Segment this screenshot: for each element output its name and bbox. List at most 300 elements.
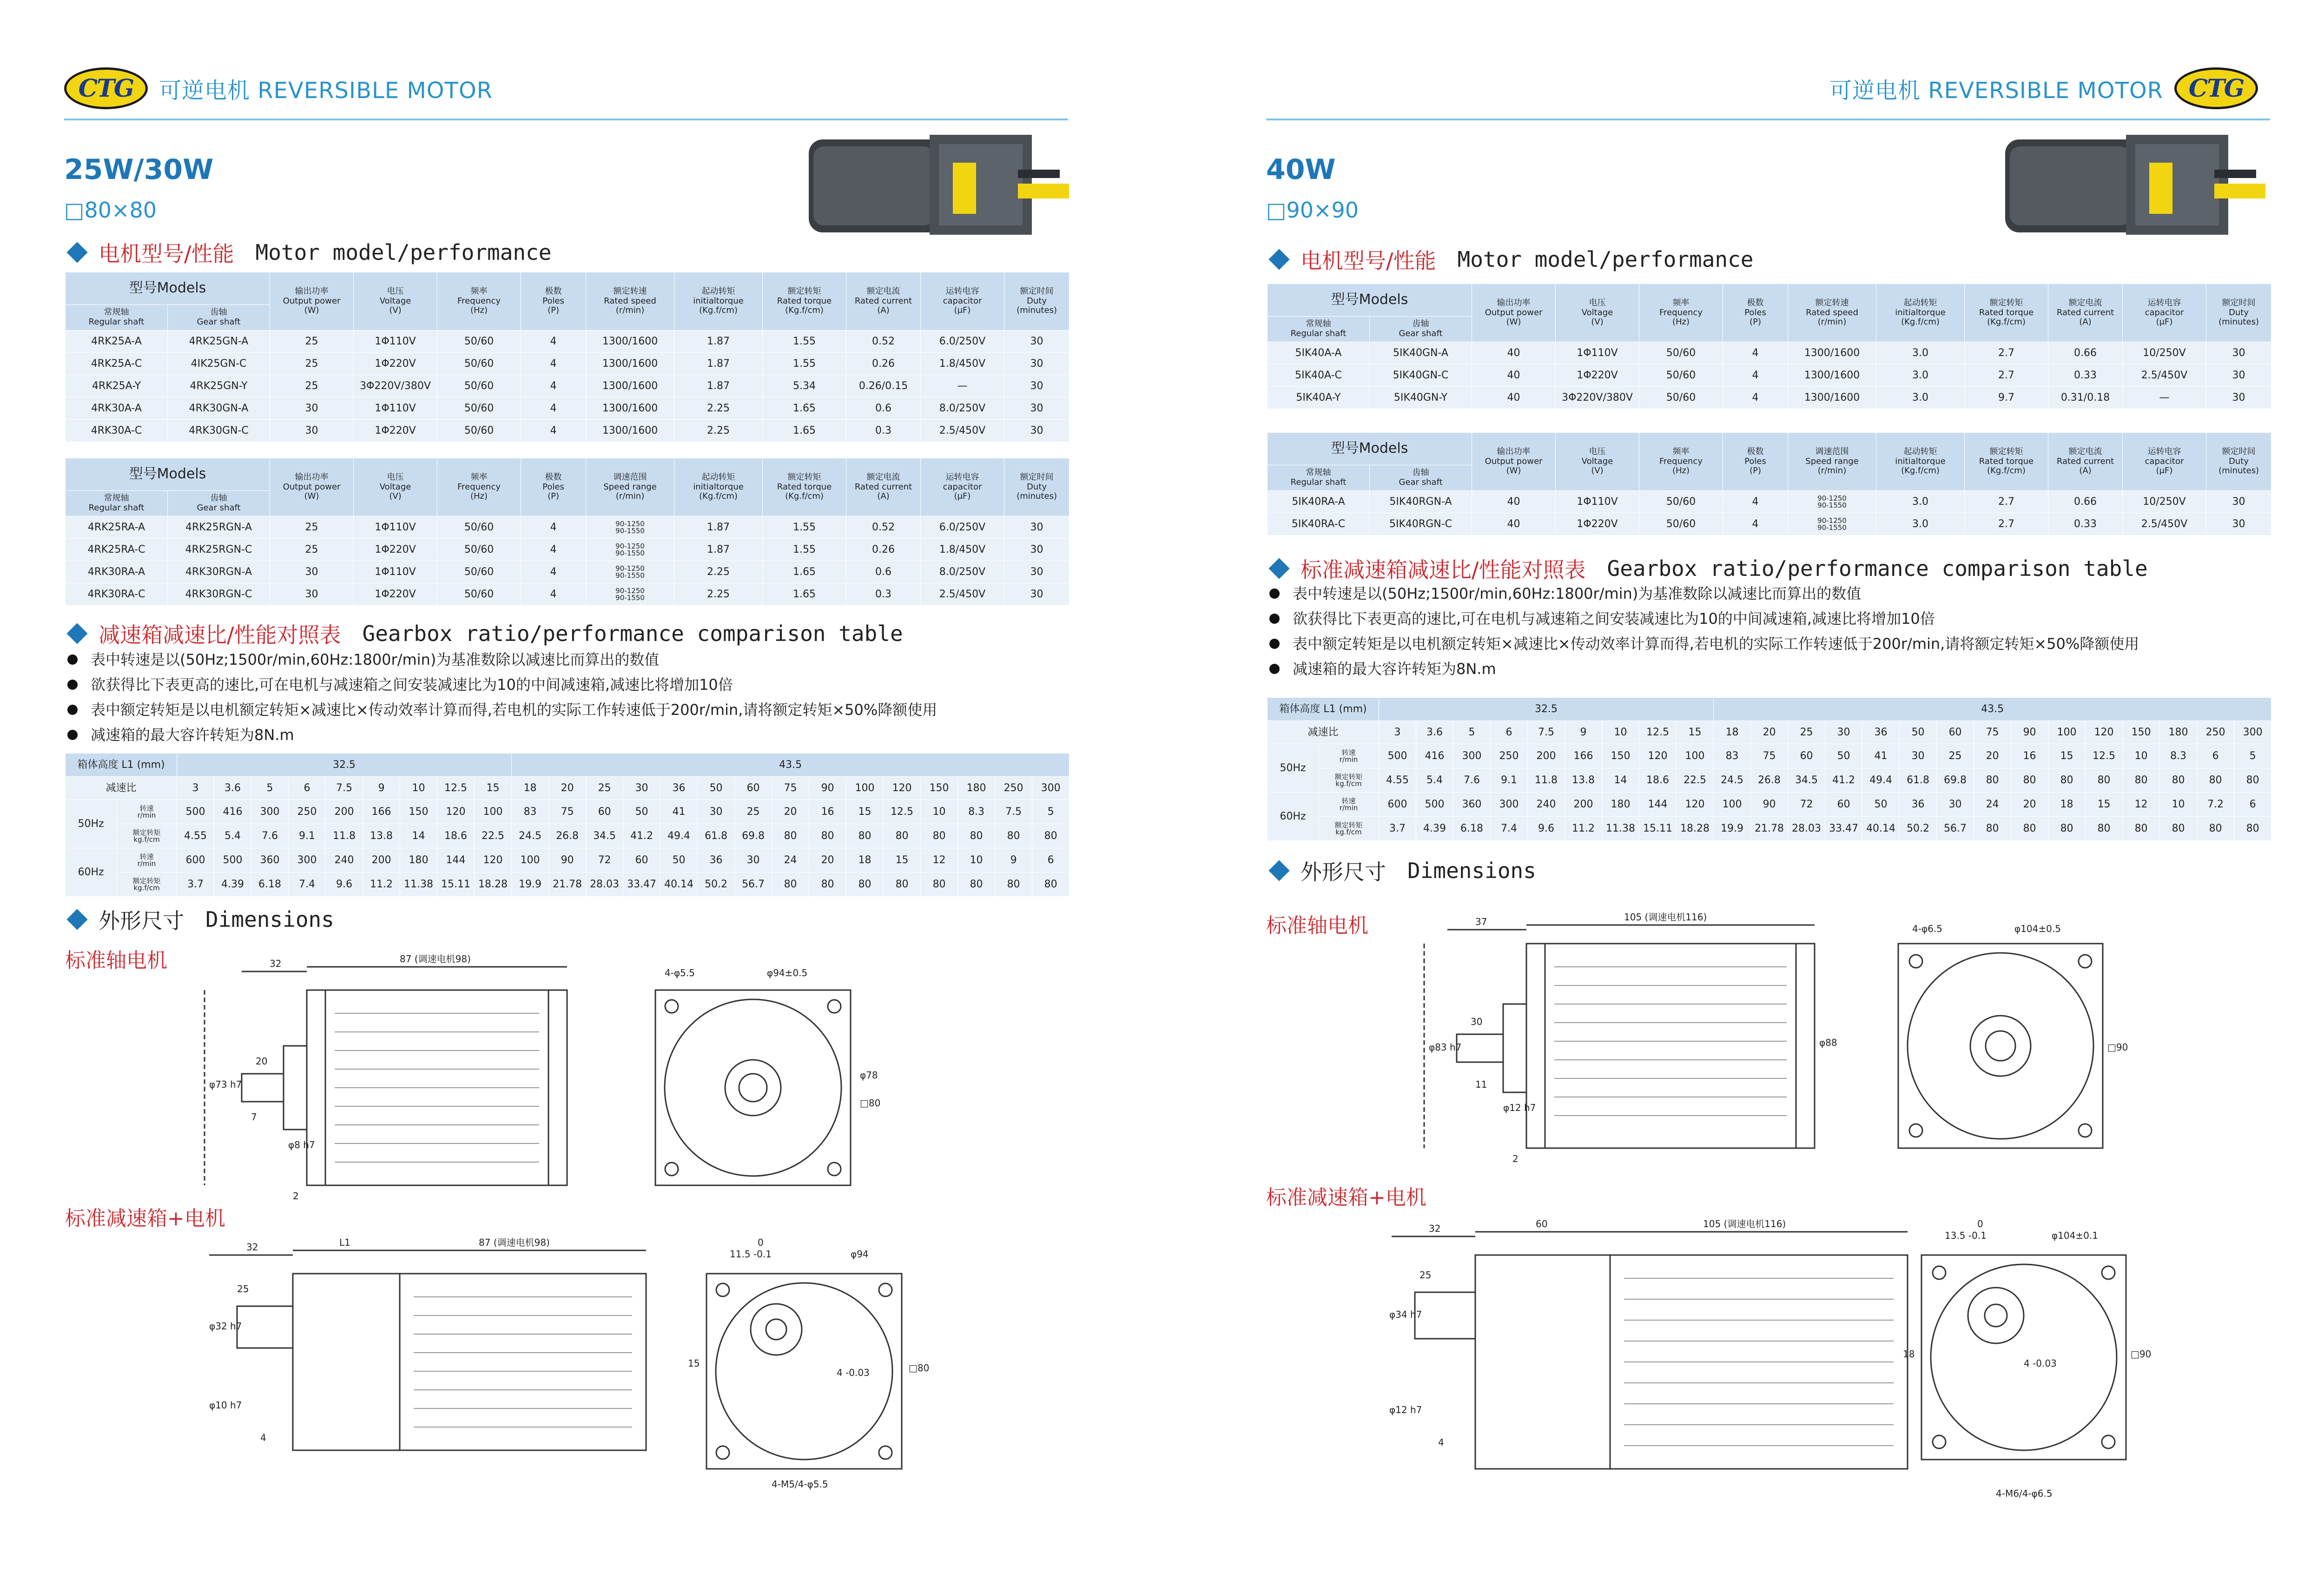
ratio-value: 90 xyxy=(809,777,846,800)
torque-value: 80 xyxy=(809,872,846,897)
ratio-value: 3.6 xyxy=(1416,721,1453,744)
speed-value: 240 xyxy=(326,848,363,872)
speed-label: 转速 r/min xyxy=(117,848,177,872)
ratio-label: 减速比 xyxy=(1268,721,1379,744)
table-row xyxy=(66,353,1070,375)
table-cell: 0.52 xyxy=(846,330,921,353)
table-cell: 0.6 xyxy=(846,561,921,583)
diamond-bullet-icon xyxy=(66,242,87,263)
speed-value: 360 xyxy=(1453,793,1491,817)
speed-value: 30 xyxy=(1937,793,1974,817)
torque-value: 80 xyxy=(1032,824,1070,848)
table-cell: 2.7 xyxy=(1965,342,2048,364)
table-cell: 4IK25GN-C xyxy=(168,353,270,375)
table-cell: 50/60 xyxy=(437,420,521,442)
column-header: 极数 Poles (P) xyxy=(1723,433,1788,491)
height-value: 43.5 xyxy=(1714,698,2271,721)
table-cell: 3Φ220V/380V xyxy=(1556,387,1639,409)
speed-value: 180 xyxy=(400,848,437,872)
speed-value: 250 xyxy=(1491,744,1528,768)
torque-row xyxy=(66,824,1070,848)
table-cell: 2.7 xyxy=(1965,491,2048,513)
ratio-value: 25 xyxy=(1788,721,1825,744)
note-item xyxy=(1269,581,2139,606)
table-cell: 0.52 xyxy=(846,516,921,539)
torque-value: 56.7 xyxy=(1937,817,1974,841)
dim-i: 13.5 -0.1 xyxy=(1945,1230,1987,1241)
dim-l: 4 -0.03 xyxy=(837,1367,870,1378)
table-cell: 50/60 xyxy=(437,353,521,375)
gearbox-ratio-table xyxy=(65,753,1070,897)
bullet-icon xyxy=(1269,588,1280,599)
table-cell: 1Φ220V xyxy=(1556,364,1639,387)
ratio-value: 250 xyxy=(995,777,1032,800)
ratio-value: 18 xyxy=(512,777,549,800)
torque-value: 80 xyxy=(2011,817,2048,841)
table-cell: 5IK40A-A xyxy=(1268,342,1370,364)
dim-g: 2 xyxy=(1512,1153,1519,1164)
speed-value: 8.3 xyxy=(2160,744,2197,768)
table-cell: 1.55 xyxy=(763,353,846,375)
ratio-value: 120 xyxy=(884,777,921,800)
ratio-value: 9 xyxy=(363,777,400,800)
note-item xyxy=(67,722,937,747)
speed-value: 360 xyxy=(251,848,289,872)
table-cell: 3.0 xyxy=(1876,387,1965,409)
table-cell: 1300/1600 xyxy=(586,420,674,442)
gearbox-ratio-table xyxy=(1267,697,2271,841)
ctg-logo: CTG xyxy=(2174,67,2258,109)
speed-value: 50 xyxy=(1825,744,1862,768)
table-cell: 2.5/450V xyxy=(921,583,1004,606)
table-cell: 0.33 xyxy=(2048,364,2123,387)
bullet-icon xyxy=(67,730,78,740)
dim-g: 4 xyxy=(260,1432,266,1443)
gearbox-motor-drawing xyxy=(200,1236,944,1497)
table-cell: 25 xyxy=(270,353,354,375)
torque-row xyxy=(1268,768,2271,793)
speed-value: 416 xyxy=(214,800,251,824)
table-cell: 5.34 xyxy=(763,375,846,397)
dim-g: 2 xyxy=(293,1190,299,1202)
column-header: 起动转矩 initialtorque (Kg.f/cm) xyxy=(1876,284,1965,342)
table-row xyxy=(1268,387,2271,409)
torque-value: 80 xyxy=(2234,817,2271,841)
frame-size: □90×90 xyxy=(1266,198,1359,223)
torque-label: 额定转矩 kg.f/cm xyxy=(117,872,177,897)
torque-value: 6.18 xyxy=(251,872,289,897)
speed-value: 50 xyxy=(1862,793,1900,817)
torque-value: 14 xyxy=(400,824,437,848)
table-cell: 30 xyxy=(270,583,354,606)
speed-value: 60 xyxy=(1788,744,1825,768)
ratio-value: 9 xyxy=(1565,721,1602,744)
table-cell: 4 xyxy=(521,397,586,420)
table-cell: 4RK25GN-A xyxy=(168,330,270,353)
sub-header: 齿轴 Gear shaft xyxy=(1370,317,1472,342)
torque-value: 80 xyxy=(2011,768,2048,793)
right-page xyxy=(1164,0,2324,1586)
column-header: 电压 Voltage (V) xyxy=(354,458,437,516)
torque-value: 56.7 xyxy=(735,872,772,897)
table-cell: 1Φ110V xyxy=(354,330,437,353)
table-cell: 90-1250 90-1550 xyxy=(1788,513,1876,535)
table-cell: 90-1250 90-1550 xyxy=(586,516,674,539)
speed-row xyxy=(1268,744,2271,768)
speed-value: 83 xyxy=(512,800,549,824)
motor-performance-table xyxy=(1267,284,2271,409)
speed-value: 18 xyxy=(846,848,884,872)
table-cell: 0.26 xyxy=(846,353,921,375)
table-cell: 4RK30A-C xyxy=(66,420,168,442)
dim-a: 32 xyxy=(270,958,282,969)
table-cell: 2.25 xyxy=(674,561,763,583)
table-cell: 2.25 xyxy=(674,397,763,420)
torque-value: 80 xyxy=(846,824,884,848)
torque-value: 13.8 xyxy=(1565,768,1602,793)
dim-d: 25 xyxy=(237,1283,249,1295)
table-cell: 40 xyxy=(1472,491,1556,513)
dim-k: 15 xyxy=(688,1358,700,1369)
table-cell: 40 xyxy=(1472,342,1556,364)
ratio-value: 50 xyxy=(1900,721,1937,744)
speed-value: 24 xyxy=(1974,793,2011,817)
dim-h: 0 xyxy=(758,1237,764,1248)
table-cell: 4 xyxy=(1723,491,1788,513)
dim-e: φ34 h7 xyxy=(1389,1309,1422,1320)
speed-value: 240 xyxy=(1528,793,1565,817)
speed-label: 转速 r/min xyxy=(1319,744,1379,768)
table-cell: 1300/1600 xyxy=(1788,342,1876,364)
table-header-row xyxy=(66,458,1070,491)
speed-value: 6 xyxy=(2234,793,2271,817)
dim-f: φ12 h7 xyxy=(1389,1404,1422,1415)
torque-value: 80 xyxy=(884,824,921,848)
column-header: 输出功率 Output power (W) xyxy=(270,272,354,330)
speed-value: 300 xyxy=(251,800,289,824)
table-row xyxy=(66,420,1070,442)
motor-performance-table xyxy=(65,272,1070,442)
ratio-value: 120 xyxy=(2086,721,2123,744)
dim-e: 11 xyxy=(1475,1079,1487,1090)
speed-value: 12 xyxy=(921,848,958,872)
torque-value: 69.8 xyxy=(735,824,772,848)
speed-value: 200 xyxy=(1565,793,1602,817)
table-cell: 25 xyxy=(270,539,354,561)
table-cell: 25 xyxy=(270,375,354,397)
table-cell: 1.87 xyxy=(674,330,763,353)
table-cell: 30 xyxy=(1004,539,1070,561)
column-header: 起动转矩 initialtorque (Kg.f/cm) xyxy=(674,272,763,330)
note-item xyxy=(1269,606,2139,631)
dim-c: 30 xyxy=(1471,1016,1483,1027)
ratio-value: 20 xyxy=(549,777,586,800)
table-header-row xyxy=(1268,284,2271,317)
table-cell: 5IK40A-C xyxy=(1268,364,1370,387)
torque-value: 61.8 xyxy=(698,824,735,848)
torque-value: 7.4 xyxy=(1491,817,1528,841)
speed-value: 15 xyxy=(2048,744,2086,768)
diamond-bullet-icon xyxy=(1268,558,1289,579)
speed-value: 150 xyxy=(1602,744,1639,768)
table-cell: 25 xyxy=(270,516,354,539)
ratio-value: 3 xyxy=(1379,721,1416,744)
ratio-value: 6 xyxy=(1491,721,1528,744)
note-item xyxy=(67,697,937,722)
torque-row xyxy=(1268,817,2271,841)
table-cell: 2.5/450V xyxy=(2123,513,2206,535)
table-cell: 4 xyxy=(521,330,586,353)
speed-label: 转速 r/min xyxy=(1319,793,1379,817)
table-cell: 1Φ110V xyxy=(354,516,437,539)
speed-value: 416 xyxy=(1416,744,1453,768)
table-cell: 1300/1600 xyxy=(586,330,674,353)
column-header: 极数 Poles (P) xyxy=(521,458,586,516)
speed-value: 25 xyxy=(735,800,772,824)
column-header: 额定电流 Rated current (A) xyxy=(846,458,921,516)
note-item xyxy=(67,647,937,672)
torque-value: 80 xyxy=(995,872,1032,897)
speed-value: 12 xyxy=(2123,793,2160,817)
ratio-value: 300 xyxy=(1032,777,1070,800)
speed-value: 12.5 xyxy=(2086,744,2123,768)
column-header: 额定电流 Rated current (A) xyxy=(846,272,921,330)
table-cell: 0.26 xyxy=(846,539,921,561)
frequency-label: 50Hz xyxy=(1268,744,1319,793)
table-cell: 1.65 xyxy=(763,420,846,442)
speed-value: 300 xyxy=(289,848,326,872)
table-cell: 4RK30GN-A xyxy=(168,397,270,420)
table-cell: 1Φ110V xyxy=(1556,491,1639,513)
ratio-value: 25 xyxy=(586,777,623,800)
torque-value: 80 xyxy=(772,872,809,897)
torque-row xyxy=(66,872,1070,897)
table-cell: 1Φ220V xyxy=(1556,513,1639,535)
table-cell: — xyxy=(2123,387,2206,409)
gear-height-row xyxy=(1268,698,2271,721)
section-motor-performance: 电机型号/性能 Motor model/performance xyxy=(1266,244,1753,275)
table-cell: 40 xyxy=(1472,387,1556,409)
table-cell: 50/60 xyxy=(1639,513,1723,535)
torque-value: 11.8 xyxy=(1528,768,1565,793)
ratio-value: 150 xyxy=(921,777,958,800)
speed-value: 24 xyxy=(772,848,809,872)
table-cell: 4RK30RA-A xyxy=(66,561,168,583)
column-header: 频率 Frequency (Hz) xyxy=(437,272,521,330)
ratio-value: 36 xyxy=(660,777,698,800)
gearbox-motor-drawing xyxy=(1364,1218,2152,1515)
table-cell: 10/250V xyxy=(2123,342,2206,364)
torque-value: 69.8 xyxy=(1937,768,1974,793)
torque-value: 3.7 xyxy=(1379,817,1416,841)
torque-value: 7.6 xyxy=(251,824,289,848)
table-cell: 1.55 xyxy=(763,539,846,561)
table-cell: 0.31/0.18 xyxy=(2048,387,2123,409)
dim-k: 18 xyxy=(1903,1348,1915,1360)
speed-value: 100 xyxy=(475,800,512,824)
table-cell: 40 xyxy=(1472,364,1556,387)
height-value: 43.5 xyxy=(512,753,1070,777)
speed-value: 50 xyxy=(623,800,660,824)
torque-value: 49.4 xyxy=(1862,768,1900,793)
table-cell: 4 xyxy=(1723,513,1788,535)
table-cell: 4 xyxy=(521,516,586,539)
torque-value: 80 xyxy=(846,872,884,897)
column-header: 调速范围 Speed range (r/min) xyxy=(1788,433,1876,491)
column-header: 输出功率 Output power (W) xyxy=(1472,284,1556,342)
dim-b: 87 (调速电机98) xyxy=(400,953,471,965)
speed-value: 15 xyxy=(884,848,921,872)
table-cell: 6.0/250V xyxy=(921,330,1004,353)
table-cell: 0.26/0.15 xyxy=(846,375,921,397)
dim-e: φ32 h7 xyxy=(209,1321,242,1332)
ratio-value: 15 xyxy=(475,777,512,800)
column-header: 额定时间 Duty (minutes) xyxy=(2206,433,2271,491)
dim-a: 37 xyxy=(1475,916,1487,927)
table-cell: 4 xyxy=(1723,364,1788,387)
height-label: 箱体高度 L1 (mm) xyxy=(66,753,177,777)
speed-value: 150 xyxy=(400,800,437,824)
header xyxy=(64,60,504,116)
dim-j: φ94 xyxy=(851,1249,869,1260)
torque-value: 80 xyxy=(1032,872,1070,897)
speed-value: 36 xyxy=(1900,793,1937,817)
column-header: 电压 Voltage (V) xyxy=(1556,284,1639,342)
table-cell: 1.8/450V xyxy=(921,539,1004,561)
torque-value: 40.14 xyxy=(660,872,698,897)
dim-j: φ78 xyxy=(860,1070,878,1081)
table-cell: 4 xyxy=(1723,342,1788,364)
speed-value: 50 xyxy=(660,848,698,872)
table-cell: 0.3 xyxy=(846,583,921,606)
height-value: 32.5 xyxy=(177,753,512,777)
torque-value: 9.1 xyxy=(1491,768,1528,793)
models-header: 型号Models xyxy=(1268,433,1472,465)
speed-value: 9 xyxy=(995,848,1032,872)
table-cell: 50/60 xyxy=(1639,364,1723,387)
ratio-label: 减速比 xyxy=(66,777,177,800)
header-title: 可逆电机 REVERSIBLE MOTOR xyxy=(1829,77,2163,104)
speed-label: 转速 r/min xyxy=(117,800,177,824)
table-cell: 0.66 xyxy=(2048,491,2123,513)
torque-value: 3.7 xyxy=(177,872,214,897)
speed-value: 144 xyxy=(437,848,475,872)
column-header: 运转电容 capacitor (μF) xyxy=(2123,433,2206,491)
table-cell: 1Φ220V xyxy=(354,539,437,561)
header-rule xyxy=(64,119,1068,120)
speed-value: 5 xyxy=(2234,744,2271,768)
speed-value: 10 xyxy=(921,800,958,824)
speed-value: 20 xyxy=(809,848,846,872)
speed-value: 41 xyxy=(1862,744,1900,768)
column-header: 额定转速 Rated speed (r/min) xyxy=(586,272,674,330)
column-header: 电压 Voltage (V) xyxy=(1556,433,1639,491)
table-row xyxy=(66,539,1070,561)
table-cell: 8.0/250V xyxy=(921,561,1004,583)
column-header: 额定时间 Duty (minutes) xyxy=(2206,284,2271,342)
table-cell: 1Φ220V xyxy=(354,583,437,606)
table-row xyxy=(1268,364,2271,387)
dim-d: φ73 h7 xyxy=(209,1079,242,1090)
table-cell: 1Φ220V xyxy=(354,420,437,442)
ratio-value: 30 xyxy=(1825,721,1862,744)
torque-value: 9.6 xyxy=(1528,817,1565,841)
torque-value: 24.5 xyxy=(1714,768,1751,793)
frequency-label: 60Hz xyxy=(66,848,117,897)
ratio-value: 60 xyxy=(735,777,772,800)
table-cell: 4RK25A-Y xyxy=(66,375,168,397)
torque-value: 41.2 xyxy=(1825,768,1862,793)
table-cell: 4RK30GN-C xyxy=(168,420,270,442)
table-cell: 50/60 xyxy=(437,539,521,561)
speed-value: 75 xyxy=(1751,744,1788,768)
torque-value: 14 xyxy=(1602,768,1639,793)
column-header: 额定时间 Duty (minutes) xyxy=(1004,458,1070,516)
dim-n: 4-M6/4-φ6.5 xyxy=(1996,1488,2053,1499)
ratio-value: 15 xyxy=(1677,721,1714,744)
torque-value: 26.8 xyxy=(549,824,586,848)
speed-value: 60 xyxy=(623,848,660,872)
torque-value: 11.38 xyxy=(400,872,437,897)
speed-value: 15 xyxy=(846,800,884,824)
ratio-value: 6 xyxy=(289,777,326,800)
torque-value: 11.2 xyxy=(1565,817,1602,841)
speed-value: 30 xyxy=(735,848,772,872)
table-cell: 30 xyxy=(1004,353,1070,375)
table-cell: 1.87 xyxy=(674,516,763,539)
table-cell: 30 xyxy=(1004,583,1070,606)
standard-motor-drawing xyxy=(1410,911,2135,1171)
table-cell: 50/60 xyxy=(1639,342,1723,364)
table-row xyxy=(66,375,1070,397)
torque-value: 80 xyxy=(958,824,995,848)
speed-value: 75 xyxy=(549,800,586,824)
torque-value: 19.9 xyxy=(1714,817,1751,841)
diamond-bullet-icon xyxy=(66,909,87,930)
table-cell: 1Φ110V xyxy=(1556,342,1639,364)
note-item xyxy=(67,672,937,697)
table-cell: 50/60 xyxy=(437,561,521,583)
ratio-value: 7.5 xyxy=(326,777,363,800)
table-cell: 1.87 xyxy=(674,375,763,397)
table-cell: 30 xyxy=(270,561,354,583)
models-header: 型号Models xyxy=(1268,284,1472,317)
column-header: 起动转矩 initialtorque (Kg.f/cm) xyxy=(1876,433,1965,491)
table-cell: 1.87 xyxy=(674,353,763,375)
table-row xyxy=(1268,513,2271,535)
power-title: 25W/30W xyxy=(64,153,214,186)
ratio-value: 20 xyxy=(1751,721,1788,744)
torque-value: 80 xyxy=(2160,817,2197,841)
ctg-logo: CTG xyxy=(64,67,148,109)
table-cell: 1Φ110V xyxy=(354,397,437,420)
table-cell: 5IK40RA-C xyxy=(1268,513,1370,535)
torque-value: 80 xyxy=(2160,768,2197,793)
note-text: 表中转速是以(50Hz;1500r/min,60Hz:1800r/min)为基准数除以减速比而算出的数值 xyxy=(1293,585,1862,602)
dim-m: □90 xyxy=(2131,1348,2152,1360)
speed-value: 200 xyxy=(363,848,400,872)
speed-value: 5 xyxy=(1032,800,1070,824)
table-cell: 50/60 xyxy=(1639,491,1723,513)
dim-d: 25 xyxy=(1419,1269,1432,1281)
table-cell: 1300/1600 xyxy=(1788,387,1876,409)
speed-value: 7.2 xyxy=(2197,793,2234,817)
dim-b: 105 (调速电机116) xyxy=(1624,912,1707,923)
ratio-value: 10 xyxy=(400,777,437,800)
table-row xyxy=(66,516,1070,539)
models-header: 型号Models xyxy=(66,458,270,491)
section-motor-performance: 电机型号/性能 Motor model/performance xyxy=(64,237,551,268)
